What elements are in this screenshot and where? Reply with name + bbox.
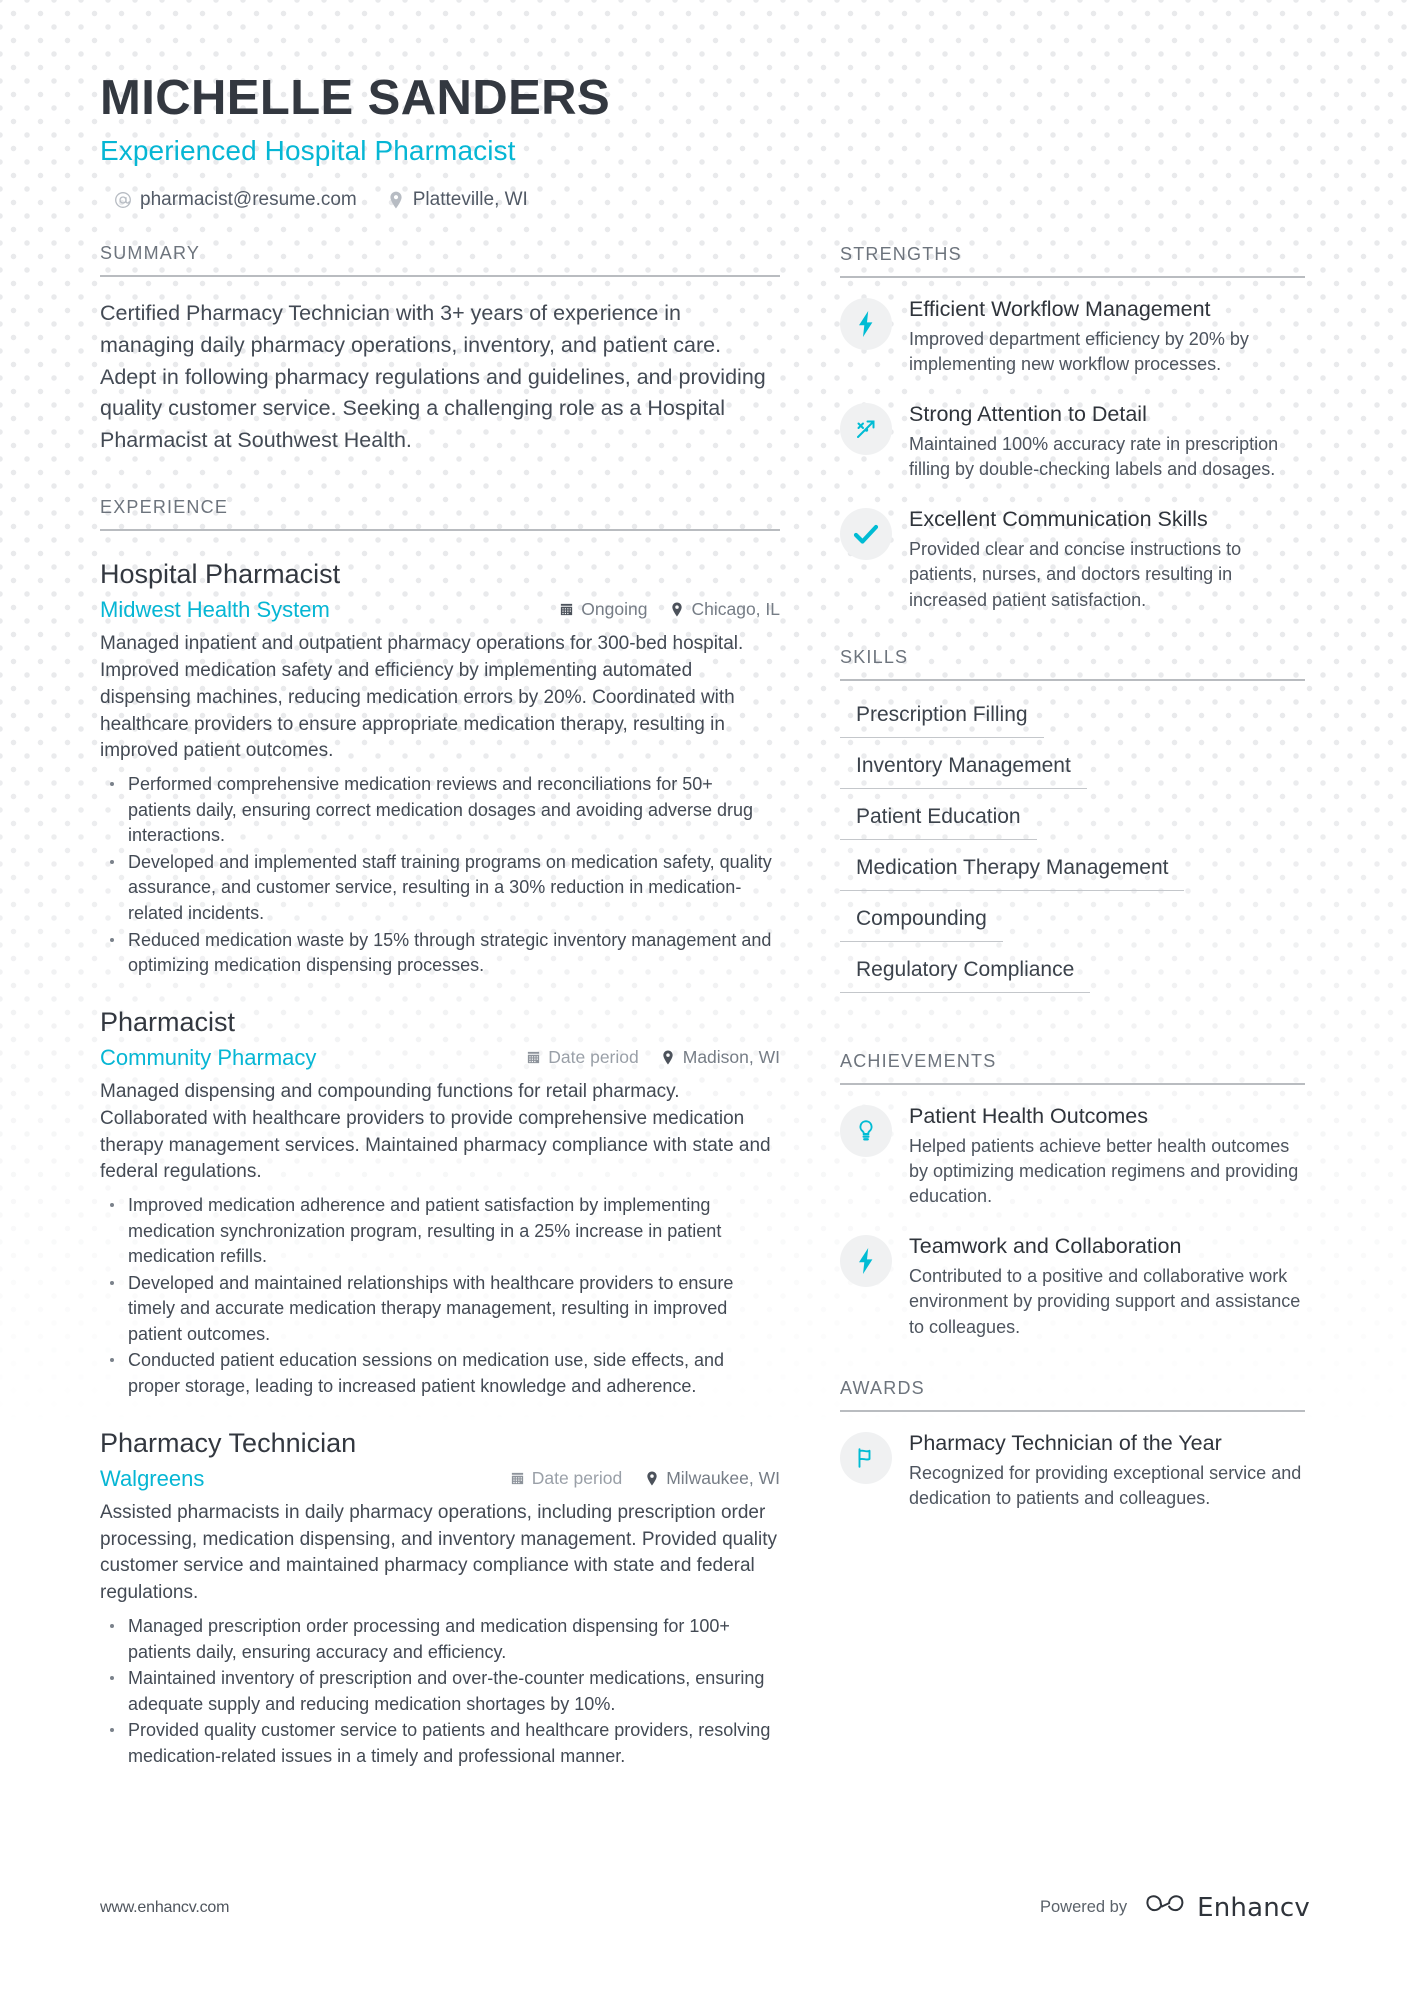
footer-website-url[interactable]: www.enhancv.com (100, 1898, 230, 1916)
skills-section (840, 647, 1305, 1005)
skill-row (840, 852, 1305, 903)
job-bullet-list (100, 1193, 780, 1399)
strengths-heading: STRENGTHS (840, 244, 1305, 278)
awards-section (840, 1378, 1305, 1511)
calendar-icon (510, 1470, 525, 1486)
strength-title: Efficient Workflow Management (909, 296, 1211, 321)
contact-location[interactable] (387, 189, 528, 211)
resume-body-columns (100, 243, 1310, 1773)
lightning-bolt-icon (840, 1235, 892, 1287)
strength-title: Strong Attention to Detail (909, 402, 1147, 427)
flag-icon (840, 1432, 892, 1484)
skill-row (840, 954, 1305, 1005)
strength-item (840, 294, 1305, 377)
job-date (526, 1047, 638, 1068)
experience-section (100, 497, 780, 1769)
skill-row (840, 699, 1305, 750)
experience-heading: EXPERIENCE (100, 497, 780, 531)
job-description: Managed dispensing and compounding functions for retail pharmacy. Collaborated with healthcare providers to provide comprehensive medication therapy management services. Maintained pharmacy compliance with state and federal regulations. (100, 1081, 771, 1183)
job-bullet: Improved medication adherence and patient satisfaction by implementing medication synchronization program, resulting in a 25% increase in patient medication refills. (100, 1193, 780, 1270)
job-bullet: Reduced medication waste by 15% through strategic inventory management and optimizing medication dispensing processes. (100, 928, 780, 979)
job-bullet: Provided quality customer service to patients and healthcare providers, resolving medication-related issues in a timely and professional manner. (100, 1718, 780, 1769)
job-bullet: Managed prescription order processing and medication dispensing for 100+ patients daily, ensuring accuracy and efficiency. (100, 1614, 780, 1665)
job-company: Community Pharmacy (100, 1045, 317, 1071)
enhancv-logo[interactable] (1145, 1892, 1310, 1923)
skill-chip[interactable]: Regulatory Compliance (840, 954, 1090, 993)
job-meta-row (100, 1466, 780, 1492)
awards-list (840, 1428, 1305, 1511)
job-location-text: Madison, WI (682, 1047, 780, 1068)
job-location (644, 1468, 780, 1489)
calendar-icon (526, 1050, 541, 1066)
job-date-text: Date period (531, 1467, 623, 1488)
skills-heading: SKILLS (840, 647, 1305, 681)
job-date (510, 1468, 622, 1489)
lightning-bolt-icon (840, 298, 892, 350)
lightbulb-icon (840, 1105, 892, 1157)
skill-chip[interactable]: Prescription Filling (840, 699, 1044, 738)
achievement-body (909, 1231, 1305, 1339)
job-date (559, 599, 647, 620)
strength-body (909, 504, 1305, 612)
achievements-list (840, 1101, 1305, 1340)
strengths-list (840, 294, 1305, 613)
experience-entry (100, 558, 780, 979)
calendar-icon (559, 602, 574, 618)
enhancv-wordmark: Enhancv (1197, 1892, 1310, 1923)
job-company: Walgreens (100, 1465, 205, 1491)
achievements-heading: ACHIEVEMENTS (840, 1051, 1305, 1085)
left-column (100, 243, 780, 1773)
achievement-title: Teamwork and Collaboration (909, 1234, 1182, 1259)
at-icon (114, 191, 132, 209)
experience-entry (100, 1006, 780, 1400)
powered-by-label: Powered by (1039, 1898, 1128, 1916)
skills-list (840, 699, 1305, 1005)
job-meta-row (100, 1045, 780, 1071)
footer-branding (1040, 1892, 1310, 1923)
achievement-description: Helped patients achieve better health outcomes by optimizing medication regimens and providing education. (909, 1135, 1299, 1207)
summary-heading: SUMMARY (100, 243, 780, 277)
strength-item (840, 504, 1305, 612)
job-bullet: Developed and maintained relationships with healthcare providers to ensure timely and accurate medication therapy management, resulting in improved patient outcomes. (100, 1271, 780, 1348)
contact-email[interactable] (114, 189, 357, 211)
contact-location-text: Platteville, WI (412, 188, 528, 210)
job-location-text: Milwaukee, WI (666, 1467, 780, 1488)
job-date-text: Date period (548, 1047, 639, 1068)
target-arrow-icon (840, 403, 892, 455)
skill-row (840, 903, 1305, 954)
award-body (909, 1428, 1305, 1511)
award-title: Pharmacy Technician of the Year (909, 1430, 1222, 1455)
job-title: Pharmacy Technician (100, 1427, 357, 1458)
strength-description: Improved department efficiency by 20% by implementing new workflow processes. (909, 328, 1249, 374)
job-location-text: Chicago, IL (691, 599, 780, 620)
award-item (840, 1428, 1305, 1511)
strength-title: Excellent Communication Skills (909, 507, 1208, 532)
strengths-section (840, 244, 1305, 613)
job-description: Assisted pharmacists in daily pharmacy operations, including prescription order processing, medication dispensing, and inventory management. Provided quality customer service and maintained pharmacy compliance with state and federal regulations. (100, 1501, 778, 1604)
job-location (669, 599, 780, 620)
location-pin-icon (387, 191, 405, 209)
job-meta-right (559, 599, 780, 622)
achievement-item (840, 1101, 1305, 1209)
achievement-item (840, 1231, 1305, 1339)
job-title: Hospital Pharmacist (100, 558, 341, 589)
strength-item (840, 399, 1305, 482)
skill-chip[interactable]: Inventory Management (840, 750, 1087, 789)
job-bullet-list (100, 772, 780, 978)
summary-text: Certified Pharmacy Technician with 3+ years of experience in managing daily pharmacy operations, inventory, and patient care. Adept in following pharmacy regulations and guidelines, and providing quality customer service. Seeking a challenging role as a Hospital Pharmacist at Southwest Health. (100, 300, 766, 453)
headline-job-title: Experienced Hospital Pharmacist (100, 134, 516, 166)
job-bullet: Performed comprehensive medication reviews and reconciliations for 50+ patients daily, ensuring correct medication dosages and avoiding adverse drug interactions. (100, 772, 780, 849)
contact-row (100, 189, 1310, 211)
strength-description: Maintained 100% accuracy rate in prescription filling by double-checking labels and dosages. (909, 434, 1279, 480)
strength-body (909, 399, 1305, 482)
achievements-section (840, 1051, 1305, 1340)
experience-entry (100, 1427, 780, 1770)
strength-description: Provided clear and concise instructions to patients, nurses, and doctors resulting in increased patient satisfaction. (909, 539, 1242, 610)
right-column (840, 243, 1305, 1773)
awards-heading: AWARDS (840, 1378, 1305, 1412)
full-name: MICHELLE SANDERS (100, 71, 611, 125)
contact-email-text: pharmacist@resume.com (140, 188, 357, 210)
location-pin-icon (644, 1470, 659, 1486)
summary-section (100, 243, 780, 457)
strength-body (909, 294, 1305, 377)
job-date-text: Ongoing (581, 599, 648, 620)
skill-chip[interactable]: Medication Therapy Management (840, 852, 1184, 891)
skill-chip[interactable]: Compounding (840, 903, 1003, 942)
achievement-description: Contributed to a positive and collaborative work environment by providing support and assistance to colleagues. (909, 1266, 1301, 1337)
job-location (661, 1047, 780, 1068)
job-meta-right (510, 1468, 780, 1491)
job-description: Managed inpatient and outpatient pharmacy operations for 300-bed hospital. Improved medication safety and efficiency by implementing automated dispensing machines, reducing medication errors by 20%. Coordinated with healthcare providers to ensure appropriate medication therapy, resulting in improved patient outcomes. (100, 633, 744, 762)
skill-chip[interactable]: Patient Education (840, 801, 1037, 840)
skill-row (840, 801, 1305, 852)
job-company: Midwest Health System (100, 597, 330, 623)
job-meta-right (526, 1047, 780, 1070)
job-meta-row (100, 597, 780, 623)
achievement-title: Patient Health Outcomes (909, 1103, 1149, 1128)
job-bullet: Developed and implemented staff training programs on medication safety, quality assurance, and customer service, resulting in a 30% reduction in medication-related incidents. (100, 850, 780, 927)
job-bullet: Maintained inventory of prescription and over-the-counter medications, ensuring adequate supply and reducing medication shortages by 10%. (100, 1666, 780, 1717)
enhancv-mark-icon (1145, 1892, 1185, 1923)
award-description: Recognized for providing exceptional service and dedication to patients and colleagues. (909, 1462, 1302, 1508)
resume-header (100, 0, 1310, 211)
page-footer (100, 1892, 1310, 1923)
job-bullet-list (100, 1614, 780, 1769)
location-pin-icon (661, 1050, 676, 1066)
checkmark-icon (840, 508, 892, 560)
skill-row (840, 750, 1305, 801)
job-title: Pharmacist (100, 1006, 236, 1037)
job-bullet: Conducted patient education sessions on medication use, side effects, and proper storage, leading to increased patient knowledge and adherence. (100, 1348, 780, 1399)
achievement-body (909, 1101, 1305, 1209)
location-pin-icon (669, 602, 684, 618)
